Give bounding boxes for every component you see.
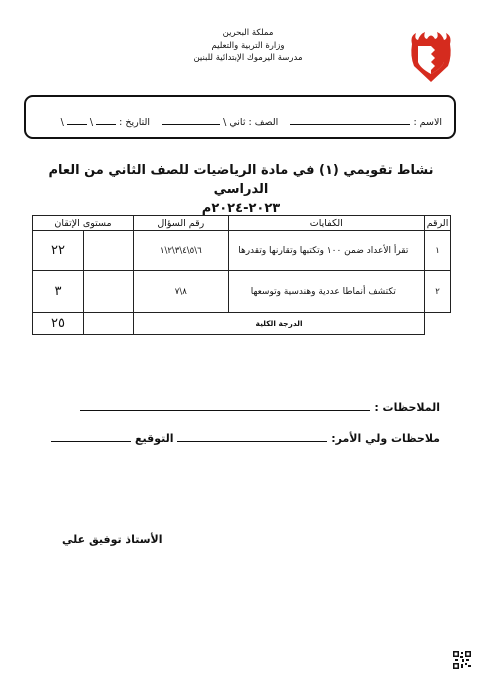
name-label: الاسم : [413, 117, 442, 128]
row-competency: تقرأ الأعداد ضمن ١٠٠ وتكتبها وتقارنها وتقدرها [228, 231, 425, 271]
date-month-blank[interactable] [67, 115, 87, 125]
mastery-blank[interactable] [83, 271, 133, 312]
row-competency: تكتشف أنماطا عددية وهندسية وتوسعها [228, 271, 425, 313]
date-day-blank[interactable] [96, 115, 116, 125]
total-blank[interactable] [83, 313, 133, 334]
guardian-label: ملاحظات ولي الأمر: [331, 432, 440, 445]
school-name: مدرسة اليرموك الإبتدائية للبنين [193, 53, 303, 63]
table-row [33, 271, 451, 313]
header-num: الرقم [425, 216, 451, 231]
total-mastery [33, 313, 134, 335]
row-num: ٢ [425, 271, 451, 313]
header-question-number: رقم السؤال [134, 216, 229, 231]
row-num: ١ [425, 231, 451, 271]
signature-blank[interactable] [51, 432, 131, 442]
total-row [33, 313, 451, 335]
table-header-row [33, 216, 451, 231]
school-header [178, 27, 318, 65]
row-mastery [33, 231, 134, 271]
guardian-line [60, 432, 440, 445]
total-score: ٢٥ [51, 316, 66, 331]
kingdom-name: مملكة البحرين [222, 28, 274, 38]
max-score: ٢٢ [51, 243, 66, 258]
row-mastery [33, 271, 134, 313]
table-row [33, 231, 451, 271]
mastery-blank[interactable] [83, 231, 133, 270]
teacher-name: الأستاذ توفيق علي [62, 533, 163, 546]
date-separator: \ [60, 117, 64, 128]
class-blank[interactable] [162, 115, 220, 125]
total-label: الدرجة الكلية [134, 313, 425, 335]
remarks-blank[interactable] [80, 401, 370, 411]
row-questions: ٦\٥\٤\٣\٢\١ [134, 231, 229, 271]
competency-table [32, 215, 451, 335]
max-score: ٣ [54, 284, 62, 299]
remarks-label: الملاحظات : [374, 401, 440, 414]
name-blank[interactable] [290, 115, 410, 125]
header-competencies: الكفايات [228, 216, 425, 231]
class-label: الصف : ثاني \ [223, 117, 279, 128]
date-label: التاريخ : [119, 117, 151, 128]
guardian-blank[interactable] [177, 432, 327, 442]
qr-code-icon [453, 651, 471, 669]
title-line-1: نشاط تقويمي (١) في مادة الرياضيات للصف الثاني من العام الدراسي [48, 163, 434, 197]
header-mastery-level: مستوى الإتقان [33, 216, 134, 231]
signature-label: التوقيع [135, 432, 174, 445]
student-info-line [40, 115, 442, 128]
title-line-2: ٢٠٢٣-٢٠٢٤م [201, 201, 281, 216]
bahrain-emblem-icon [408, 30, 454, 86]
ministry-name: وزارة التربية والتعليم [211, 40, 285, 51]
row-questions: ٨\٧ [134, 271, 229, 313]
date-separator: \ [89, 117, 94, 128]
page-title [40, 161, 442, 218]
remarks-line [60, 401, 440, 414]
